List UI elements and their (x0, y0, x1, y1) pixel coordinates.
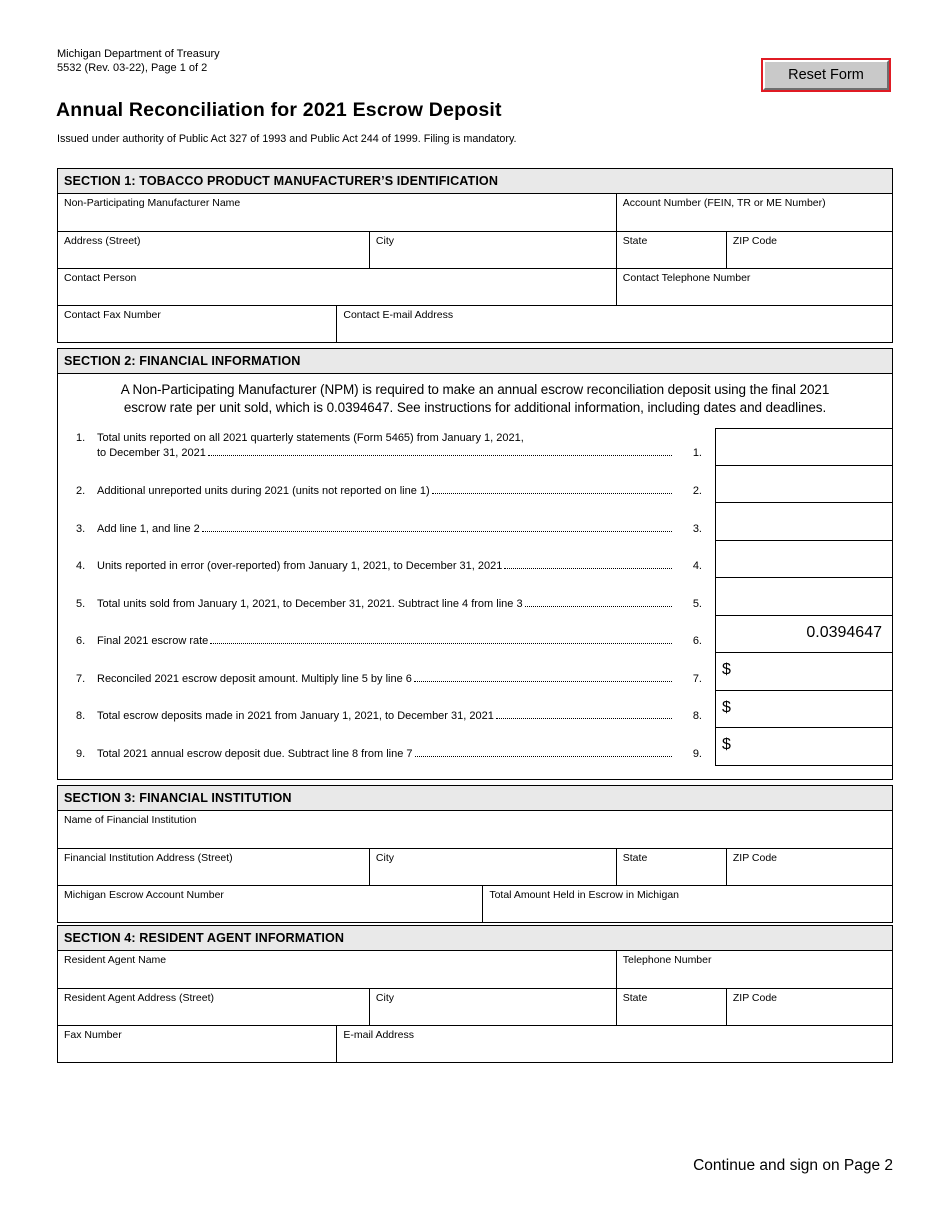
field-label: Contact Person (64, 272, 137, 284)
line-6-amount-box[interactable] (715, 616, 892, 654)
line-number-left: 9. (76, 747, 86, 760)
table-row (58, 194, 892, 231)
line-item-4 (58, 541, 715, 579)
line-item-3 (58, 503, 715, 541)
section-1 (57, 168, 893, 343)
table-row (58, 988, 892, 1025)
field-npm-name[interactable] (58, 194, 617, 231)
dollar-sign: $ (722, 661, 731, 678)
line-text: Final 2021 escrow rate (97, 635, 209, 647)
section-2-body (57, 374, 893, 780)
line-text: Add line 1, and line 2 (97, 522, 200, 535)
dotted-leader (496, 718, 672, 719)
section-4-body (57, 951, 893, 1063)
field-resident-agent-name[interactable] (58, 951, 617, 988)
table-row (58, 231, 892, 268)
table-row (58, 951, 892, 988)
field-label: Telephone Number (622, 954, 712, 966)
section-1-body (57, 194, 893, 343)
line-item-6 (58, 616, 715, 654)
field-city[interactable] (370, 232, 617, 268)
field-fi-state[interactable] (617, 849, 727, 885)
table-row (58, 811, 892, 848)
field-label: Michigan Escrow Account Number (64, 889, 224, 901)
line-number-right: 7. (692, 672, 702, 685)
line-number-right: 1. (692, 447, 702, 460)
escrow-rate-value: 0.0394647 (806, 623, 882, 641)
form-number: 5532 (Rev. 03-22), Page 1 of 2 (57, 61, 208, 74)
field-account-number[interactable] (617, 194, 892, 231)
dollar-sign: $ (722, 736, 731, 753)
line-item-1-top (76, 431, 715, 446)
dotted-leader (414, 681, 672, 682)
line-number-right: 6. (692, 635, 702, 647)
line-number-left: 6. (76, 635, 86, 647)
doc-id (57, 48, 220, 76)
line-number-left: 7. (76, 672, 86, 685)
amount-boxes (715, 428, 892, 766)
line-text: to December 31, 2021 (97, 447, 206, 460)
field-zip-code[interactable] (727, 232, 892, 268)
field-financial-institution-name[interactable] (58, 811, 892, 848)
line-item-8 (58, 691, 715, 729)
table-row (58, 885, 892, 922)
npm-instructions-line1: A Non-Participating Manufacturer (NPM) is required to make an annual escrow reconciliation deposit using the final 2021 (120, 382, 830, 397)
field-label: ZIP Code (732, 992, 778, 1004)
dotted-leader (415, 756, 672, 757)
dotted-leader (432, 493, 672, 494)
field-label: City (375, 235, 394, 247)
line-number-left: 2. (76, 485, 86, 497)
field-contact-email[interactable] (337, 306, 892, 342)
dollar-sign: $ (722, 698, 731, 716)
line-8-amount-box[interactable] (715, 691, 892, 729)
field-ra-zip-code[interactable] (727, 989, 892, 1025)
field-label: Fax Number (64, 1029, 122, 1041)
field-state[interactable] (617, 232, 727, 268)
line-item-1-bottom (76, 446, 715, 461)
field-ra-fax[interactable] (58, 1026, 337, 1062)
line-number-right: 8. (692, 710, 702, 722)
line-text: Units reported in error (over-reported) from January 1, 2021, to December 31, 2021 (97, 560, 503, 572)
field-ra-email[interactable] (337, 1026, 892, 1062)
line-text: Additional unreported units during 2021 (units not reported on line 1) (97, 485, 430, 497)
dotted-leader (504, 568, 672, 569)
line-2-amount-box[interactable] (715, 466, 892, 504)
line-number-right: 9. (692, 747, 702, 760)
field-label: E-mail Address (343, 1029, 414, 1041)
field-label: Contact Telephone Number (622, 272, 751, 284)
field-ra-city[interactable] (370, 989, 617, 1025)
page-subtitle: Issued under authority of Public Act 327 of 1993 and Public Act 244 of 1999. Filing is mandatory. (57, 133, 517, 145)
section-4-header: SECTION 4: RESIDENT AGENT INFORMATION (57, 925, 893, 951)
section-3-body (57, 811, 893, 923)
field-label: State (622, 992, 648, 1004)
agency-name: Michigan Department of Treasury (57, 48, 220, 60)
field-label: Resident Agent Name (64, 954, 167, 966)
section-1-header: SECTION 1: TOBACCO PRODUCT MANUFACTURER’S IDENTIFICATION (57, 168, 893, 194)
field-label: State (622, 852, 648, 864)
line-item-7 (58, 653, 715, 691)
field-label: Total Amount Held in Escrow in Michigan (489, 889, 679, 901)
dotted-leader (210, 643, 672, 644)
field-label: Name of Financial Institution (64, 814, 197, 826)
page-title: Annual Reconciliation for 2021 Escrow Deposit (56, 99, 502, 121)
line-number-right: 2. (692, 485, 702, 497)
line-7-amount-box[interactable] (715, 653, 892, 691)
section-4 (57, 925, 893, 1063)
field-contact-telephone[interactable] (617, 269, 892, 305)
line-4-amount-box[interactable] (715, 541, 892, 579)
line-number-right: 4. (692, 560, 702, 572)
line-number-left: 5. (76, 597, 86, 610)
line-3-amount-box[interactable] (715, 503, 892, 541)
line-items (58, 428, 715, 766)
field-label: Address (Street) (64, 235, 141, 247)
line-number-right: 3. (692, 522, 702, 535)
line-5-amount-box[interactable] (715, 578, 892, 616)
line-text: Total 2021 annual escrow deposit due. Subtract line 8 from line 7 (97, 747, 413, 760)
field-label: City (375, 852, 394, 864)
section-3-header: SECTION 3: FINANCIAL INSTITUTION (57, 785, 893, 811)
line-number-right: 5. (692, 597, 702, 610)
field-label: Contact Fax Number (64, 309, 161, 321)
npm-instructions-line2: escrow rate per unit sold, which is 0.0394647. See instructions for additional information, including dates and deadlines. (123, 400, 827, 416)
line-text: Total escrow deposits made in 2021 from January 1, 2021, to December 31, 2021 (97, 710, 494, 722)
line-item-5 (58, 578, 715, 616)
dotted-leader (202, 531, 672, 532)
section-2 (57, 348, 893, 780)
section-2-header: SECTION 2: FINANCIAL INFORMATION (57, 348, 893, 374)
table-row (58, 305, 892, 342)
reset-form-outline (761, 58, 891, 92)
line-number-left: 4. (76, 560, 86, 572)
field-mi-escrow-account-number[interactable] (58, 886, 483, 922)
line-9-amount-box[interactable] (715, 728, 892, 766)
line-text: Total units reported on all 2021 quarterly statements (Form 5465) from January 1, 2021, (97, 432, 524, 444)
section-3 (57, 785, 893, 923)
table-row (58, 848, 892, 885)
line-text: Total units sold from January 1, 2021, to December 31, 2021. Subtract line 4 from line 3 (97, 597, 523, 610)
field-label: ZIP Code (732, 235, 778, 247)
field-ra-state[interactable] (617, 989, 727, 1025)
table-row (58, 1025, 892, 1062)
dotted-leader (525, 606, 672, 607)
reset-form-button[interactable]: Reset Form (763, 60, 889, 90)
field-label: Non-Participating Manufacturer Name (64, 197, 241, 209)
field-ra-address-street[interactable] (58, 989, 370, 1025)
field-total-amount-escrow[interactable] (483, 886, 892, 922)
line-number-left: 1. (76, 432, 86, 444)
line-item-2 (58, 466, 715, 504)
field-ra-telephone[interactable] (617, 951, 892, 988)
field-fi-zip-code[interactable] (727, 849, 892, 885)
npm-instructions (58, 374, 892, 418)
field-fi-address-street[interactable] (58, 849, 370, 885)
field-fi-city[interactable] (370, 849, 617, 885)
line-number-left: 3. (76, 522, 86, 535)
dotted-leader (208, 455, 672, 456)
line-item-1 (58, 428, 715, 466)
field-contact-fax[interactable] (58, 306, 337, 342)
field-label: Resident Agent Address (Street) (64, 992, 214, 1004)
field-label: Financial Institution Address (Street) (64, 852, 233, 864)
table-row (58, 268, 892, 305)
field-address-street[interactable] (58, 232, 370, 268)
field-label: City (375, 992, 394, 1004)
field-label: Account Number (FEIN, TR or ME Number) (622, 197, 826, 209)
line-item-9 (58, 728, 715, 766)
line-text: Reconciled 2021 escrow deposit amount. Multiply line 5 by line 6 (97, 672, 412, 685)
continue-note: Continue and sign on Page 2 (693, 1157, 893, 1174)
line-number-left: 8. (76, 710, 86, 722)
field-label: Contact E-mail Address (343, 309, 454, 321)
field-label: ZIP Code (732, 852, 778, 864)
field-contact-person[interactable] (58, 269, 617, 305)
field-label: State (622, 235, 648, 247)
line-1-amount-box[interactable] (715, 428, 892, 466)
